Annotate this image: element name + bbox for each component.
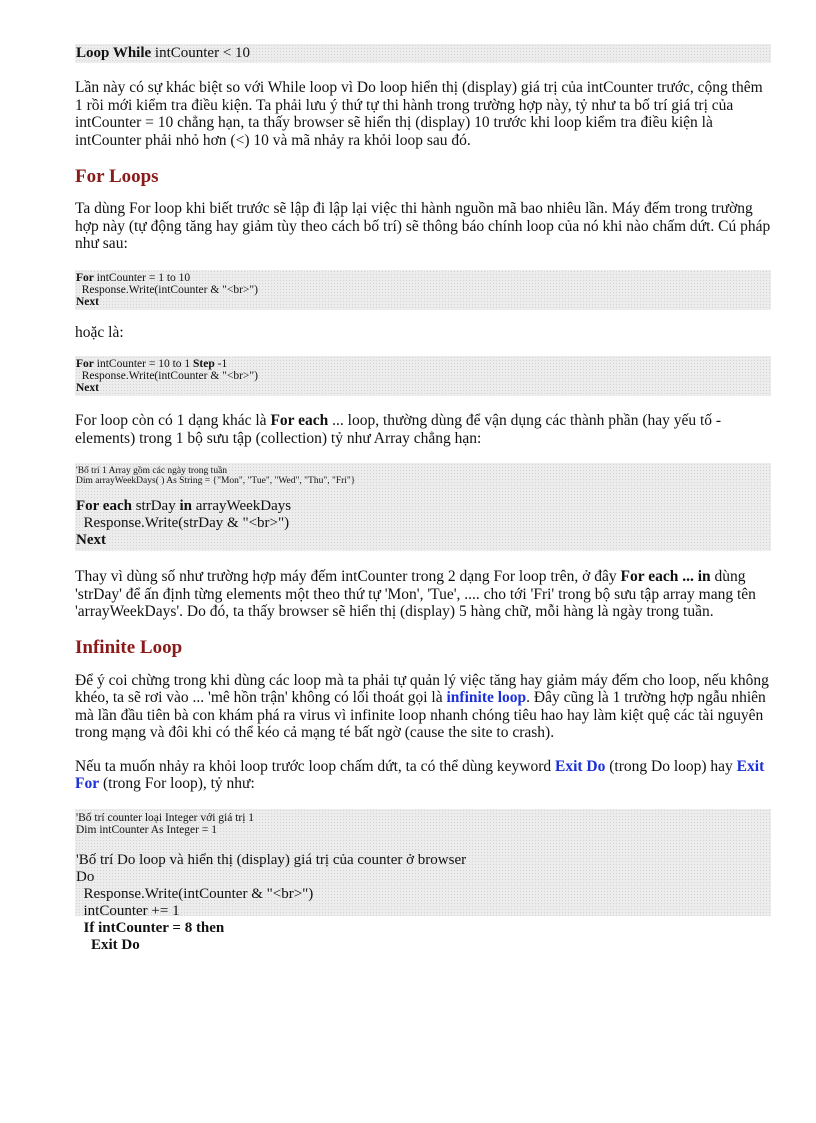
code-text: intCounter = 10 to 1 [93,358,194,370]
keyword-next: Next [76,382,99,394]
code-line: Do [76,868,95,885]
code-block-loop-while [75,44,771,63]
code-text: arrayWeekDays [191,498,292,514]
text: Thay vì dùng số như trường hợp máy đếm intCounter trong 2 dạng For loop trên, ở đây [75,568,621,585]
code-line: Exit Do [76,936,140,953]
code-comment: 'Bố trí counter loại Integer với giá trị 1 [76,811,255,824]
code-block-for-step [75,356,771,396]
code-line: Response.Write(intCounter & "<br>") [76,885,314,902]
code-line: Response.Write(intCounter & "<br>") [76,370,258,382]
text: (trong For loop), tỷ như: [99,775,255,792]
keyword-step: Step [193,358,215,370]
heading-for-loops: For Loops [75,166,159,187]
text: dùng 'strDay' để ấn định từng elements một theo thứ tự 'Mon', 'Tue', .... cho tới 'Fri' trong bộ sưu tập array mang tên 'arrayWeekDays'. Do đó, ta thấy browser sẽ hiển thị (display) 5 hàng chữ, mỗi hàng là ngày trong tuần. [75,568,756,620]
text: Để ý coi chừng trong khi dùng các loop mà ta phải tự quản lý việc tăng hay giảm máy đếm cho loop, nếu không khéo, ta sẽ rơi vào ... 'mê hồn trận' không có lối thoát gọi là [75,671,769,706]
keyword-for: For [76,271,94,284]
code-text: intCounter < 10 [151,45,251,61]
keyword-for-each: For each [270,412,329,429]
paragraph-for-loop-intro: Ta dùng For loop khi biết trước sẽ lập đi lập lại việc thi hành nguồn mã bao nhiêu lần. Máy đếm trong trường hợp này (tự động tăng hay giảm tùy theo cách bố trí) sẽ thông báo chính loop của nó khi nào chấm dứt. Cú pháp như sau: [75,200,771,252]
code-line: If intCounter = 8 then [76,919,225,936]
text: For loop còn có 1 dạng khác là [75,412,271,429]
code-line: Dim intCounter As Integer = 1 [76,823,217,836]
code-line: Response.Write(strDay & "<br>") [76,515,290,531]
keyword-for: For [76,358,94,370]
code-line: Dim arrayWeekDays( ) As String = {"Mon", "Tue", "Wed", "Thu", "Fri"} [76,476,356,486]
paragraph-exit-loop [75,758,771,793]
keyword-loop-while: Loop While [76,45,152,61]
code-line: intCounter = 1 to 10 [93,271,191,284]
paragraph-or: hoặc là: [75,323,124,341]
code-comment: 'Bố trí 1 Array gồm các ngày trong tuần [76,466,228,476]
text: ... loop, thường dùng để vận dụng các thành phần (hay yếu tố - elements) trong 1 bộ sưu tập (collection) tỷ như Array chẳng hạn: [75,412,722,447]
heading-infinite-loop: Infinite Loop [75,636,183,658]
keyword-next: Next [76,532,106,548]
code-line: intCounter += 1 [76,902,180,919]
code-line: Response.Write(intCounter & "<br>") [76,283,258,296]
exit-for-term: Exit For [75,757,765,792]
paragraph-do-loop-explanation: Lần này có sự khác biệt so với While loop vì Do loop hiển thị (display) giá trị của intCounter trước, cộng thêm 1 rồi mới kiểm tra điều kiện. Ta phải lưu ý thứ tự thi hành trong trường hợp này, tỷ như ta bố trí giá trị của intCounter = 10 chẳng hạn, ta thấy browser sẽ hiển thị (display) 10 trước khi loop kiểm tra điều kiện là intCounter phải nhỏ hơn (<) 10 và mã nhảy ra khỏi loop sau đó. [75,79,763,149]
keyword-next: Next [76,295,99,308]
keyword-in: in [179,498,192,514]
keyword-for-each-in: For each ... in [620,568,711,585]
code-text: strDay [131,498,180,514]
exit-do-term: Exit Do [555,757,606,775]
code-comment: 'Bố trí Do loop và hiển thị (display) giá trị của counter ở browser [76,851,467,868]
text: Nếu ta muốn nhảy ra khỏi loop trước loop chấm dứt, ta có thể dùng keyword [75,757,555,775]
paragraph-for-each-intro [75,412,771,447]
keyword-for-each: For each [76,498,132,514]
code-block-exit-do [75,809,771,953]
code-text: -1 [214,358,228,370]
text: . Đây cũng là 1 trường hợp ngẫu nhiên mà lần đầu tiên bà con khám phá ra virus vì infinite loop nhanh chóng tiêu hao hay làm kiệt quệ các tài nguyên trong mạng và đôi khi có thể kéo cả mạng té bất ngờ (cause the site to crash). [75,689,766,741]
text: (trong Do loop) hay [605,757,737,775]
paragraph-for-each-explanation [75,568,771,621]
document-page [75,44,771,953]
infinite-loop-term: infinite loop [446,689,527,706]
code-block-for-each [75,463,771,551]
code-block-for-1-to-10 [75,270,771,310]
paragraph-infinite-loop [75,672,771,742]
